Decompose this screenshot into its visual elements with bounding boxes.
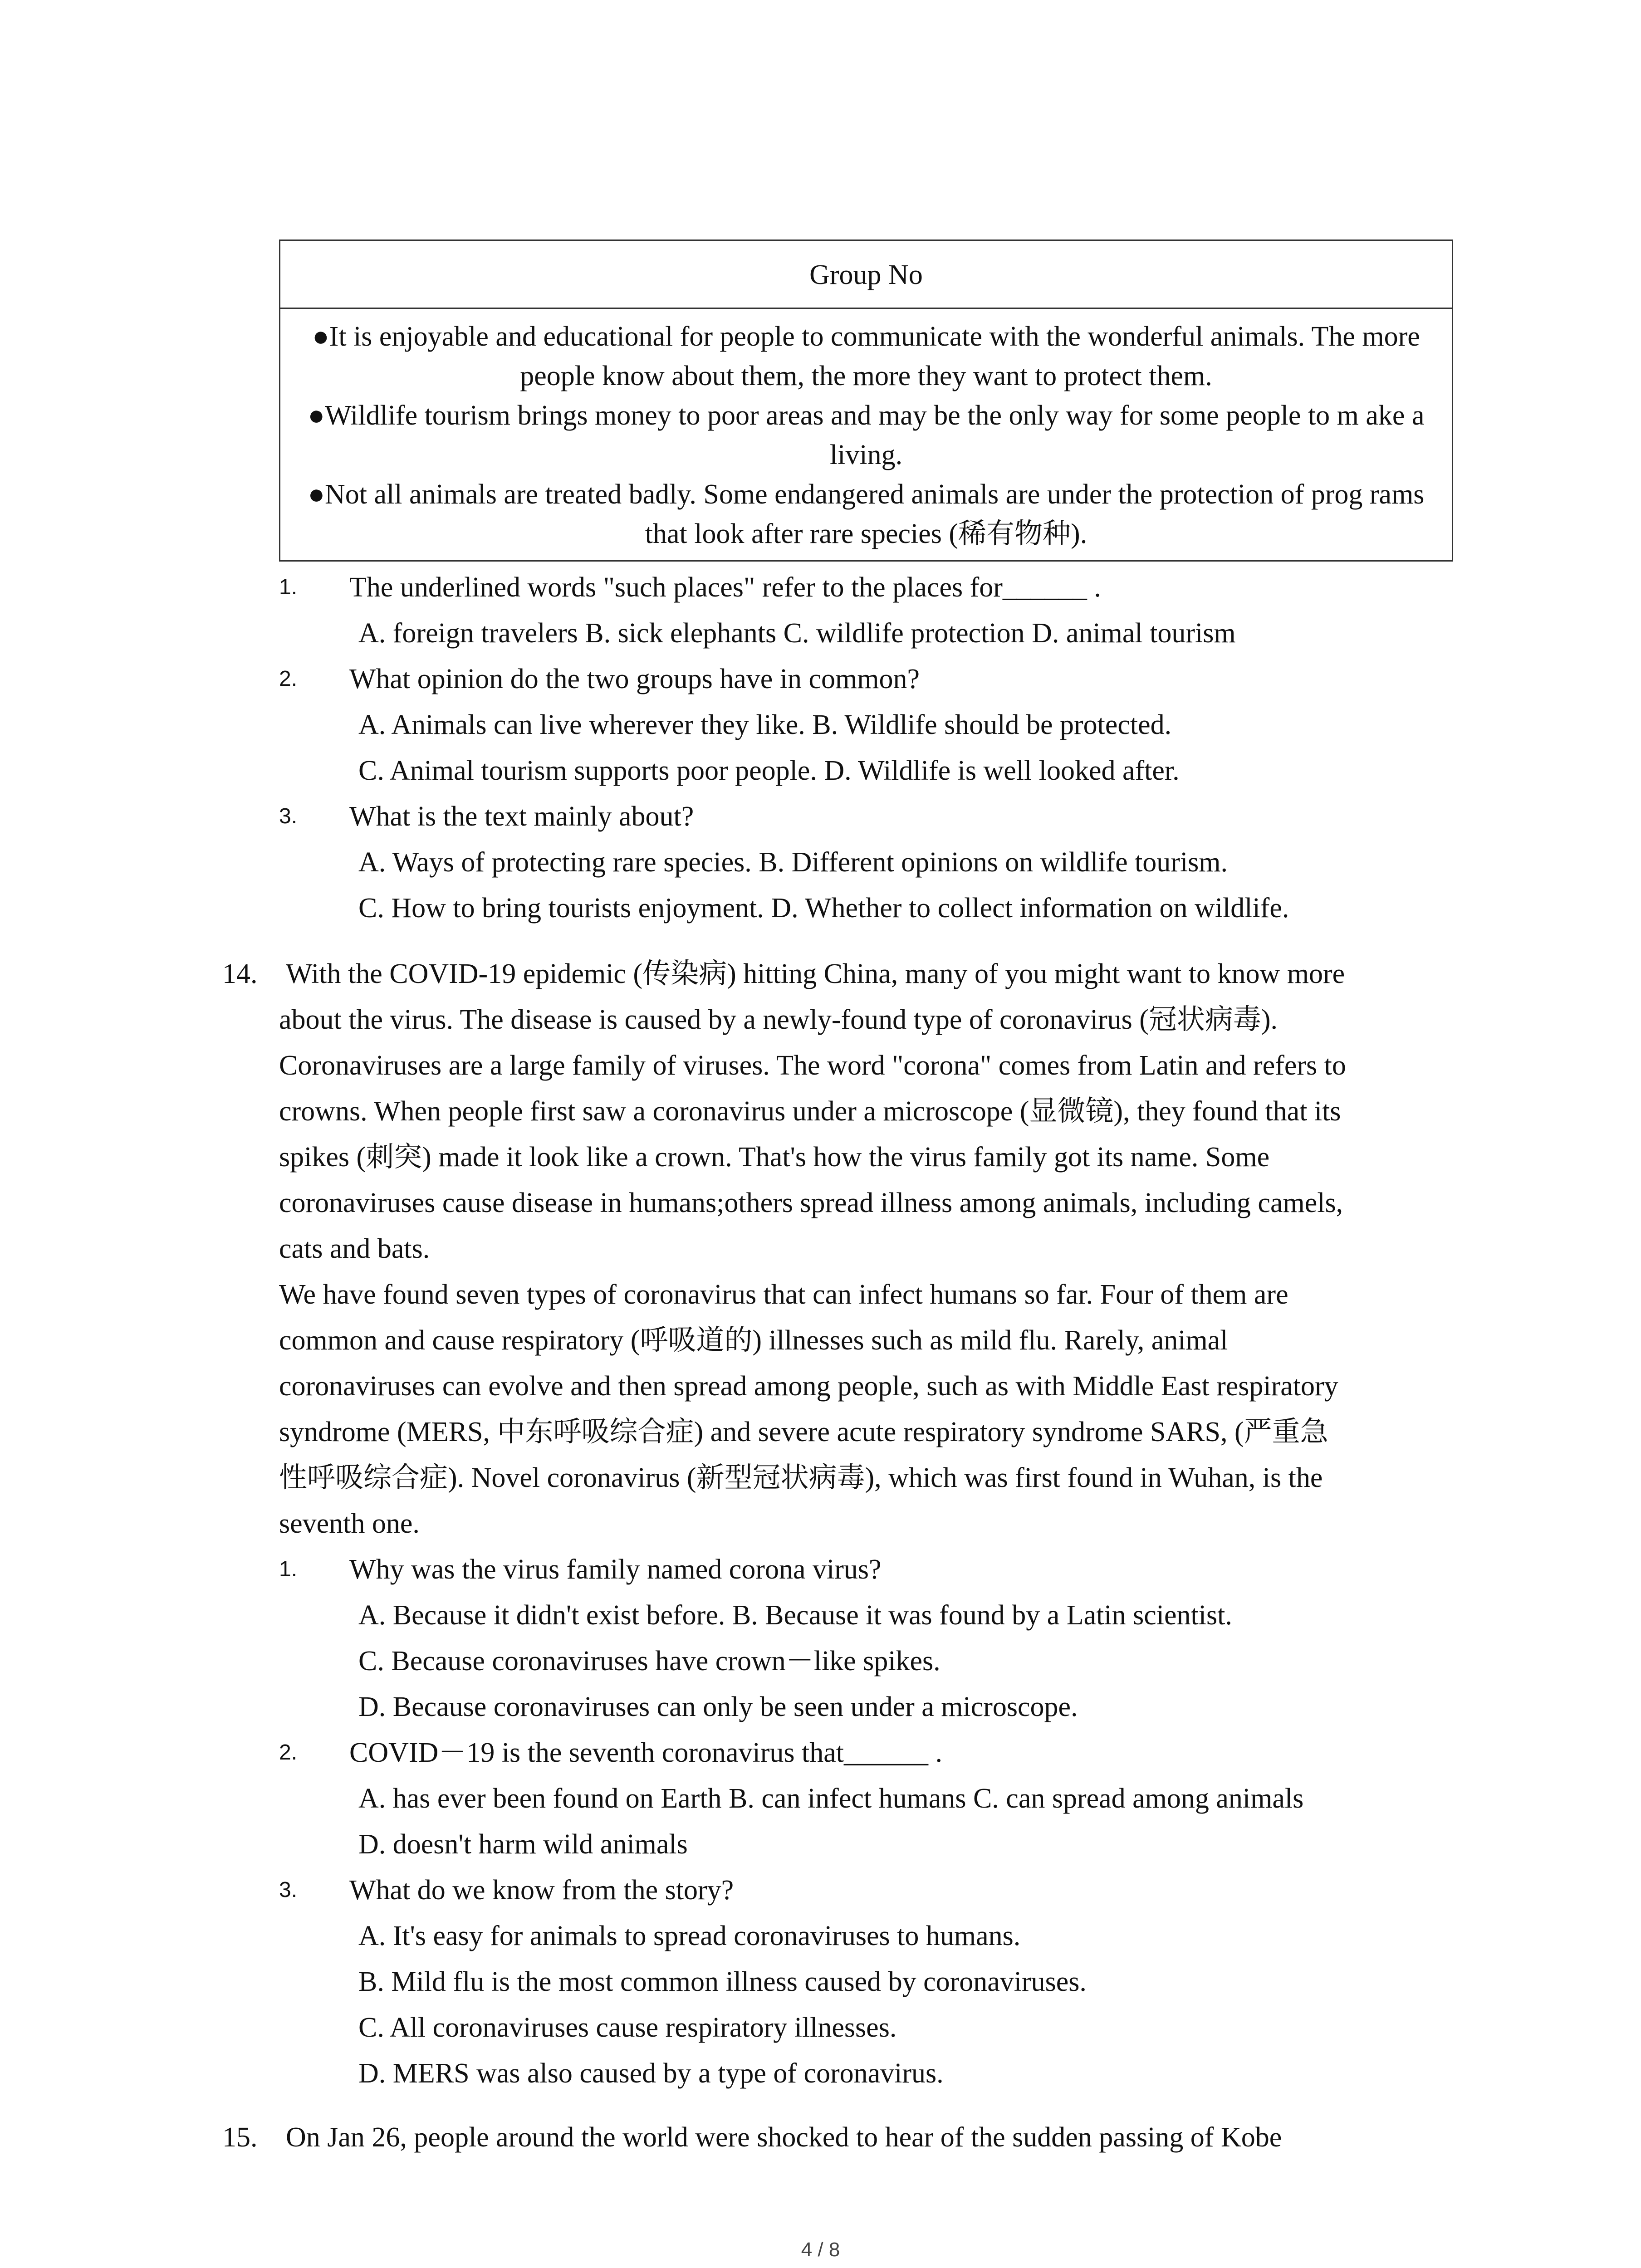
passage-line: We have found seven types of coronavirus that can infect humans so far. Four of them are (279, 1279, 1288, 1310)
passage-number: 15. (222, 2122, 258, 2153)
question-options: D. Because coronaviruses can only be seen under a microscope. (358, 1691, 1078, 1722)
group-no-table (279, 240, 1453, 562)
question-text: COVID－19 is the seventh coronavirus that______ . (349, 1737, 942, 1768)
question-options: A. has ever been found on Earth B. can infect humans C. can spread among animals (358, 1783, 1304, 1814)
question-options: B. Mild flu is the most common illness caused by coronaviruses. (358, 1966, 1087, 1997)
passage-line: 性呼吸综合症). Novel coronavirus (新型冠状病毒), which was first found in Wuhan, is the (279, 1462, 1323, 1493)
passage-line: crowns. When people first saw a coronavirus under a microscope (显微镜), they found that its (279, 1096, 1341, 1127)
question-number: 3. (279, 804, 298, 828)
passage-line: about the virus. The disease is caused by a newly-found type of coronavirus (冠状病毒). (279, 1004, 1278, 1035)
passage-line: On Jan 26, people around the world were shocked to hear of the sudden passing of Kobe (286, 2122, 1282, 2153)
table-bullet: ●Not all animals are treated badly. Some endangered animals are under the protection of prog rams that look after rare species (稀有物种). (308, 479, 1425, 549)
question-number: 1. (279, 575, 298, 599)
question-options: C. All coronaviruses cause respiratory illnesses. (358, 2012, 897, 2043)
passage-line: syndrome (MERS, 中东呼吸综合症) and severe acute respiratory syndrome SARS, (严重急 (279, 1417, 1328, 1447)
passage-line: With the COVID-19 epidemic (传染病) hitting China, many of you might want to know more (286, 958, 1345, 989)
question-options: A. Animals can live wherever they like. B. Wildlife should be protected. (358, 709, 1172, 740)
passage-line: spikes (刺突) made it look like a crown. That's how the virus family got its name. Some (279, 1142, 1270, 1173)
passage-line: Coronaviruses are a large family of viruses. The word "corona" comes from Latin and refers to (279, 1050, 1346, 1081)
question-number: 2. (279, 1740, 298, 1765)
question-options: D. MERS was also caused by a type of coronavirus. (358, 2058, 944, 2089)
question-text: Why was the virus family named corona virus? (349, 1554, 882, 1585)
question-number: 1. (279, 1557, 298, 1581)
table-body (280, 309, 1452, 554)
question-options: A. foreign travelers B. sick elephants C. wildlife protection D. animal tourism (358, 618, 1236, 649)
question-options: D. doesn't harm wild animals (358, 1829, 688, 1860)
question-options: A. It's easy for animals to spread coronaviruses to humans. (358, 1921, 1021, 1951)
question-text: What opinion do the two groups have in common? (349, 664, 920, 694)
passage-line: cats and bats. (279, 1233, 430, 1264)
question-options: A. Because it didn't exist before. B. Because it was found by a Latin scientist. (358, 1600, 1232, 1631)
question-options: A. Ways of protecting rare species. B. Different opinions on wildlife tourism. (358, 847, 1228, 878)
question-text: The underlined words "such places" refer to the places for______ . (349, 572, 1101, 603)
table-header: Group No (280, 241, 1452, 309)
question-options: C. Animal tourism supports poor people. D. Wildlife is well looked after. (358, 755, 1180, 786)
table-bullet: ●It is enjoyable and educational for people to communicate with the wonderful animals. The more people know about them, the more they want to protect them. (312, 321, 1420, 391)
question-number: 2. (279, 667, 298, 691)
question-options: C. How to bring tourists enjoyment. D. Whether to collect information on wildlife. (358, 893, 1289, 924)
passage-line: coronaviruses can evolve and then spread among people, such as with Middle East respiratory (279, 1371, 1338, 1402)
question-options: C. Because coronaviruses have crown－like spikes. (358, 1646, 941, 1677)
passage-line: common and cause respiratory (呼吸道的) illnesses such as mild flu. Rarely, animal (279, 1325, 1228, 1356)
passage-number: 14. (222, 958, 258, 989)
passage-line: coronaviruses cause disease in humans;others spread illness among animals, including camels, (279, 1188, 1343, 1218)
page-number: 4 / 8 (801, 2239, 840, 2261)
question-text: What is the text mainly about? (349, 801, 694, 832)
question-text: What do we know from the story? (349, 1875, 734, 1906)
question-number: 3. (279, 1878, 298, 1902)
passage-line: seventh one. (279, 1508, 420, 1539)
table-bullet: ●Wildlife tourism brings money to poor areas and may be the only way for some people to m ake a living. (308, 400, 1425, 470)
